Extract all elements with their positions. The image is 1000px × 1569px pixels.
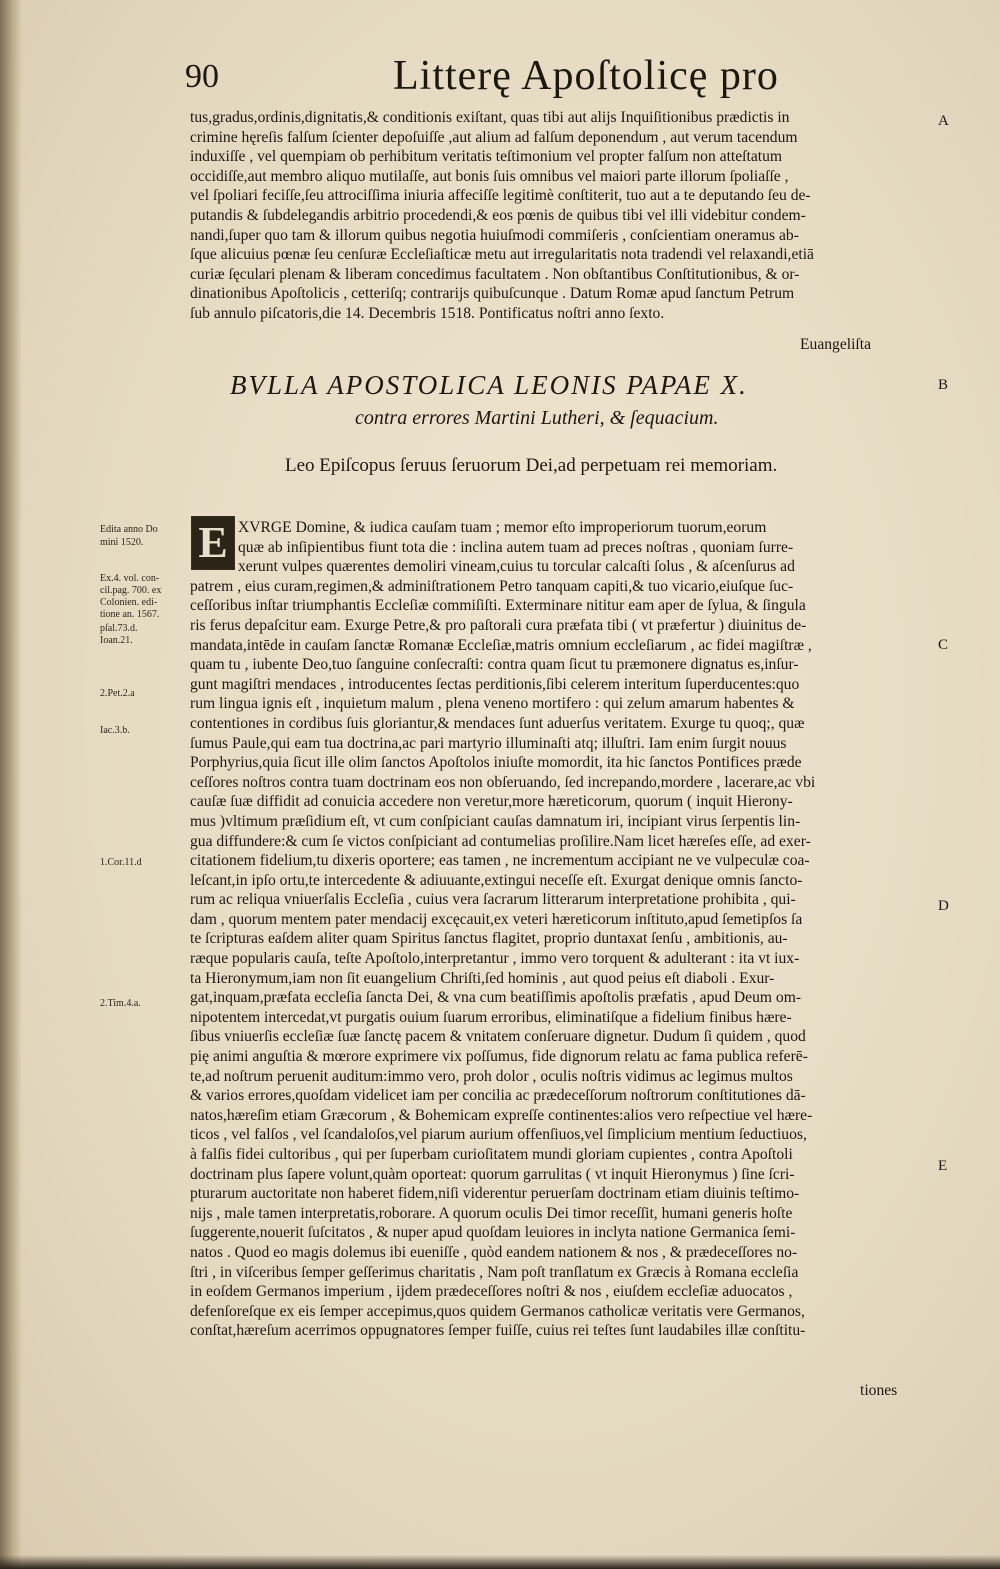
text-line: ticos , vel falſos , vel ſcandaloſos,vel piarum aurium offenſiuos,vel ſimplicium mentium ſeductiuos, [190,1126,807,1144]
text-line: occidiſſe,aut membro aliquo mutilaſſe, aut bonis ſuis omnibus vel maiori parte illorum ſpoliaſſe , [190,167,789,185]
text-line: gua diffundere:& cum ſe victos conſpiciant ad contumelias proſilire.Nam licet hæreſes eſſe, ad exer- [190,832,811,850]
text-line: te,ad noſtrum peruenit auditum:immo vero, proh dolor , oculis noſtris vidimus ac legimus multos [190,1067,793,1085]
catchword-top: Euangeliſta [800,336,872,353]
section-letter-a: A [938,113,949,129]
text-line: in eoſdem Germanos imperium , ijdem prædeceſſores noſtri & nos , eiuſdem eccleſiæ aduocatos , [190,1283,793,1301]
text-line: Porphyrius,quia ſicut ille olim ſanctos Apoſtolos iniuſte momordit, ita hic ſanctos Pontifices præde [190,754,802,772]
marginal-note: pſal.73.d. [100,623,138,634]
section-letter-b: B [938,377,949,393]
marginal-note: 2.Tim.4.a. [100,998,141,1009]
text-line: induxiſſe , vel quempiam ob perhibitum veritatis teſtimonium vel propter falſum non atteſtatum [190,148,783,166]
text-line: contentiones in cordibus ſuis gloriantur,& mendaces ſunt aduerſus veritatem. Exurge tu quoq;, quæ [190,714,805,732]
page-binding-shadow [0,0,22,1569]
text-line: ræque popularis cauſa, teſte Apoſtolo,interpretantur , immo vero torquent & adulterant : ita vt iux- [190,950,800,968]
text-line: leſcant,in ipſo ortu,te intercedente & adiuuante,extingui neceſſe eſt. Exurgat denique omnis ſancto- [190,871,803,889]
marginal-note: mini 1520. [100,537,144,548]
text-line: XVRGE Domine, & iudica cauſam tuam ; memor eſto improperiorum tuorum,eorum [238,519,767,536]
text-line: gat,inquam,præfata eccleſia ſancta Dei, & vna cum beatiſſimis apoſtolis præfatis , apud Deum om- [190,989,802,1007]
text-line: crimine hęreſis falſum ſcienter depoſuiſſe ,aut alium ad falſum deponendum , aut verum tacendum [190,128,798,146]
section-letter-c: C [938,637,949,653]
section-letter-e: E [938,1158,948,1174]
text-line: vel ſpoliari feciſſe,ſeu attrociſſima iniuria affeciſſe legitimè conſtiterit, tuo aut a te deputando ſeu de- [190,187,811,205]
marginal-note: 2.Pet.2.a [100,688,135,699]
text-line: nipotentem intercedat,vt purgatis ouium ſuarum erroribus, eliminatiſque a fidelium finibus hære- [190,1008,792,1026]
text-line: ta Hieronymum,iam non ſit euangelium Chriſti,ſed hominis , aut quod peius eſt diaboli . Exur- [190,969,775,987]
marginal-note: cil.pag. 700. ex [100,585,162,596]
marginal-note: 1.Cor.11.d [100,857,142,868]
catchword-bottom: tiones [860,1382,898,1399]
text-line: rum lingua ignis eſt , inquietum malum , plena veneno mortifero : qui zelum amarum habentes & [190,695,795,713]
marginal-note: Colonien. edi- [100,597,158,608]
page-header [185,52,905,102]
text-line: defenſoreſque ex eis ſemper accepimus,quos quidem Germanos catholicæ veritatis vere Germanos, [190,1302,805,1320]
page-bottom-shadow [0,1555,1000,1569]
main-text [190,518,815,1341]
text-line: quam tu , iubente Deo,tuo ſanguine conſecraſti: contra quam ſicut tu præmonere dignatus es,inſur- [190,656,799,674]
drop-cap-letter: E [198,518,228,567]
marginal-note: Edita anno Do [100,524,158,535]
bulla-title: BVLLA APOSTOLICA LEONIS PAPAE X. [230,370,748,400]
text-line: ſque alicuius pœnæ ſeu cenſuræ Eccleſiaſticæ metu aut irregularitatis nota tradendi vel relaxandi,etiā [190,246,814,264]
text-line: quæ ab inſipientibus fiunt tota die : inclina autem tuam ad preces noſtras , quoniam ſurre- [238,538,794,556]
text-line: pturarum auctoritate non haberet fidem,niſi viderentur peruerſam doctrinam etiam diuinis teſtimo- [190,1185,800,1203]
text-line: ris ferus depaſcitur eam. Exurge Petre,& pro paſtorali cura præfata tibi ( vt præfertur ) diuinitus de- [190,616,807,634]
marginal-note: Ioan.21. [100,635,133,646]
text-line: conſtat,hæreſum acerrimos oppugnatores ſemper fuiſſe, cuius rei teſtes ſunt laudabiles illæ conſtitu- [190,1322,806,1340]
text-line: ſtri , in viſceribus ſemper geſſerimus charitatis , Nam poſt tranſlatum ex Græcis à Romana eccleſia [190,1263,799,1281]
marginal-note: tione an. 1567. [100,609,160,620]
text-line: curiæ ſęculari plenam & liberam concedimus facultatem . Non obſtantibus Conſtitutionibus, & or- [190,265,800,283]
text-line: nandi,ſuper quo tam & illorum quibus negotia huiuſmodi commiſeris , conſcientiam oneramus ab- [190,226,799,244]
text-line: mus )vltimum præſidium eſt, vt cum conſpiciant cauſas damnatum iri, incipiant virus ſerpentis lin- [190,812,801,830]
text-line: ſuggerente,nouerit ſuſcitatos , & nuper apud quoſdam leuiores in inclyta natione Germanica ſemi- [190,1224,796,1242]
text-line: xerunt vulpes quærentes demoliri vineam,cuius tu torcular calcaſti ſolus , & aſcenſurus ad [238,558,795,576]
text-line: ceſſoribus inſtar triumphantis Eccleſiæ commiſiſti. Exterminare nititur eam aper de ſylua, & ſingula [190,597,806,615]
text-line: gunt magiſtri mendaces , introducentes ſectas perditionis,ſibi celerem interitum ſuperducentes:quo [190,675,800,693]
page-number: 90 [185,58,219,95]
text-line: cauſæ ſuæ diffidit ad conuicia accedere non veretur,more hæreticorum, quorum ( inquit Hierony- [190,793,793,811]
running-title: Litterę Apoſtolicę pro [393,53,779,99]
text-line: ſumus Paule,qui eam tua doctrina,ac pari martyrio illuminaſti atq; illuſtri. Iam enim ſurgit nouus [190,734,787,752]
text-line: citationem fidelium,tu dixeris oportere; eas tamen , ne incrementum accipiant ne ve vulpeculæ coa- [190,852,810,870]
text-line: tus,gradus,ordinis,dignitatis,& conditionis exiſtant, quas tibi aut alijs Inquiſitionibus prædictis in [190,109,790,126]
text-line: mandata,intēde in cauſam ſanctæ Romanæ Eccleſiæ,matris omnium eccleſiarum , ac fidei magiſtræ , [190,636,812,654]
text-line: natos . Quod eo magis dolemus ibi eueniſſe , quòd eandem nationem & nos , & prædeceſſores no- [190,1243,798,1261]
text-line: patrem , eius curam,regimen,& adminiſtrationem Petro tanquam capiti,& tuo vicario,eiuſque ſuc- [190,577,794,595]
top-paragraph [190,108,814,324]
text-line: doctrinam plus ſapere volunt,quàm oporteat: quorum garrulitas ( vt inquit Hieronymus ) ſine ſcri- [190,1165,795,1183]
text-line: & varios errores,quoſdam videlicet iam per concilia ac prædeceſſorum noſtrorum conſtitutiones dā- [190,1087,806,1105]
text-line: ſibus vniuerſis eccleſiæ ſuæ ſanctę pacem & vnitatem conſeruare dignetur. Dudum ſi quidem , quod [190,1028,806,1046]
text-line: putandis & ſubdelegandis arbitrio procedendi,& eos pœnis de quibus tibi vel illi videbitur condem- [190,206,806,224]
text-line: pię animi anguſtia & mœrore exprimere vix poſſumus, fide dignorum relatu ac fama publica referē- [190,1048,808,1066]
text-line: dinationibus Apoſtolicis , cetteriſq; contrarijs quibuſcunque . Datum Romæ apud ſanctum Petrum [190,285,795,303]
salutation: Leo Epiſcopus ſeruus ſeruorum Dei,ad perpetuam rei memoriam. [285,455,778,476]
text-line: rum ac reliqua vniuerſalis Eccleſia , cuius vera ſacrarum litterarum interpretatione prohibita , qui- [190,891,796,909]
text-line: ſub annulo piſcatoris,die 14. Decembris 1518. Pontificatus noſtri anno ſexto. [190,304,665,322]
text-line: natos,hæreſim etiam Græcorum , & Bohemicam expreſſe continentes:alios vero reſpectiue vel hære- [190,1106,813,1124]
marginal-note: Ex.4. vol. con- [100,573,160,584]
text-line: nijs , male tamen interpretatis,roborare. A quorum oculis Dei timor receſſit, humani generis hoſte [190,1204,793,1222]
section-letter-d: D [938,898,949,914]
text-line: ceſſores noſtros contra tuam doctrinam eos non obſeruando, ſed increpando,mordere , lacerare,ac vbi [190,773,816,791]
text-line: te ſcripturas eaſdem aliter quam Spiritus ſanctus flagitet, proprio duntaxat ſenſu , ambitionis, au- [190,930,788,948]
text-line: dam , quorum mentem pater mendacij excęcauit,ex veteri hæreticorum inſtituto,apud ſemetipſos ſa [190,910,803,928]
marginal-note: Iac.3.b. [100,725,130,736]
bulla-subtitle: contra errores Martini Lutheri, & ſequacium. [355,407,719,429]
text-line: à falſis fidei cultoribus , qui per ſuperbam curioſitatem mundi gloriam cupientes , contra Apoſtoli [190,1146,793,1163]
